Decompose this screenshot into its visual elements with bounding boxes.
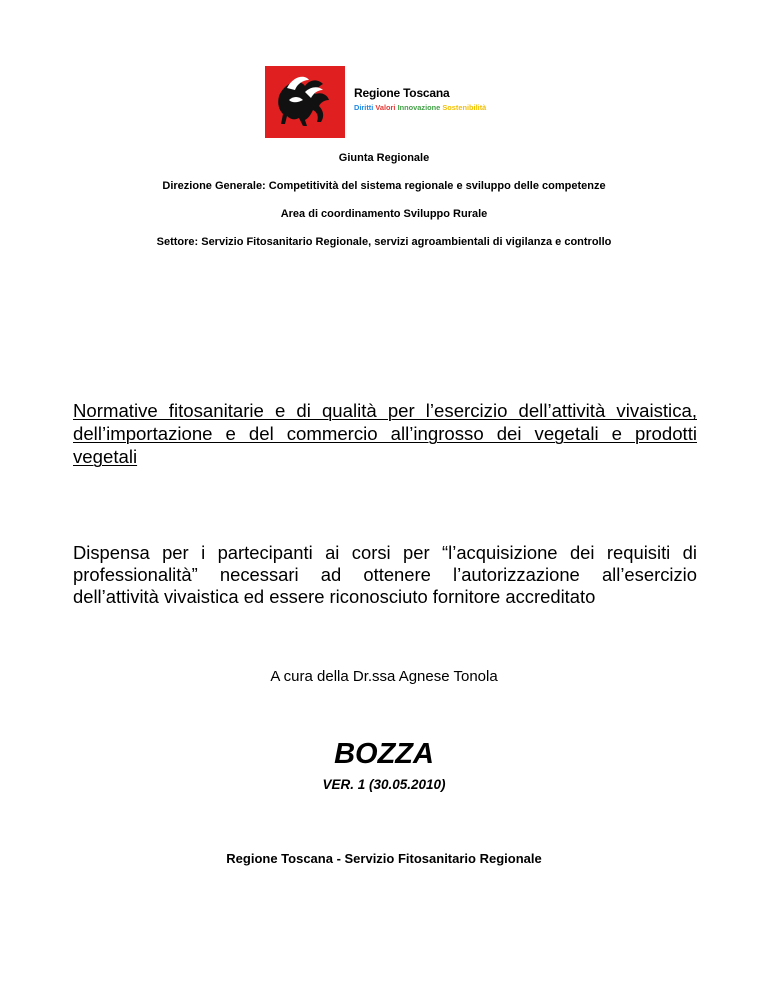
tagline-word: Diritti [354,103,374,112]
footer-line: Regione Toscana - Servizio Fitosanitario Regionale [226,851,542,866]
brand-name: Regione Toscana [354,86,450,100]
logo-box [265,66,345,138]
document-description: Dispensa per i partecipanti ai corsi per “l’acquisizione dei requisiti di professionalità” necessari ad ottenere l’autorizzazione all’esercizio dell’attività vivaistica ed essere riconosciuto fornitore accreditato [73,542,697,607]
version-label: VER. 1 (30.05.2010) [322,777,446,792]
tagline-word: Innovazione [397,103,441,112]
draft-label: BOZZA [334,738,434,770]
document-title: Normative fitosanitarie e di qualità per l’esercizio dell’attività vivaistica, dell’importazione e del commercio all’ingrosso dei vegetali e prodotti vegetali [73,400,697,467]
winged-horse-icon [265,66,345,138]
header-direzione: Direzione Generale: Competitività del sistema regionale e sviluppo delle competenze [162,180,606,192]
tagline-word: Valori [375,103,396,112]
tagline-word: Sostenibilità [442,103,487,112]
brand-tagline [354,103,486,112]
header-giunta: Giunta Regionale [338,152,430,164]
author-line: A cura della Dr.ssa Agnese Tonola [270,668,498,685]
header-area: Area di coordinamento Sviluppo Rurale [280,208,488,220]
header-settore: Settore: Servizio Fitosanitario Regionale, servizi agroambientali di vigilanza e controllo [156,236,612,248]
